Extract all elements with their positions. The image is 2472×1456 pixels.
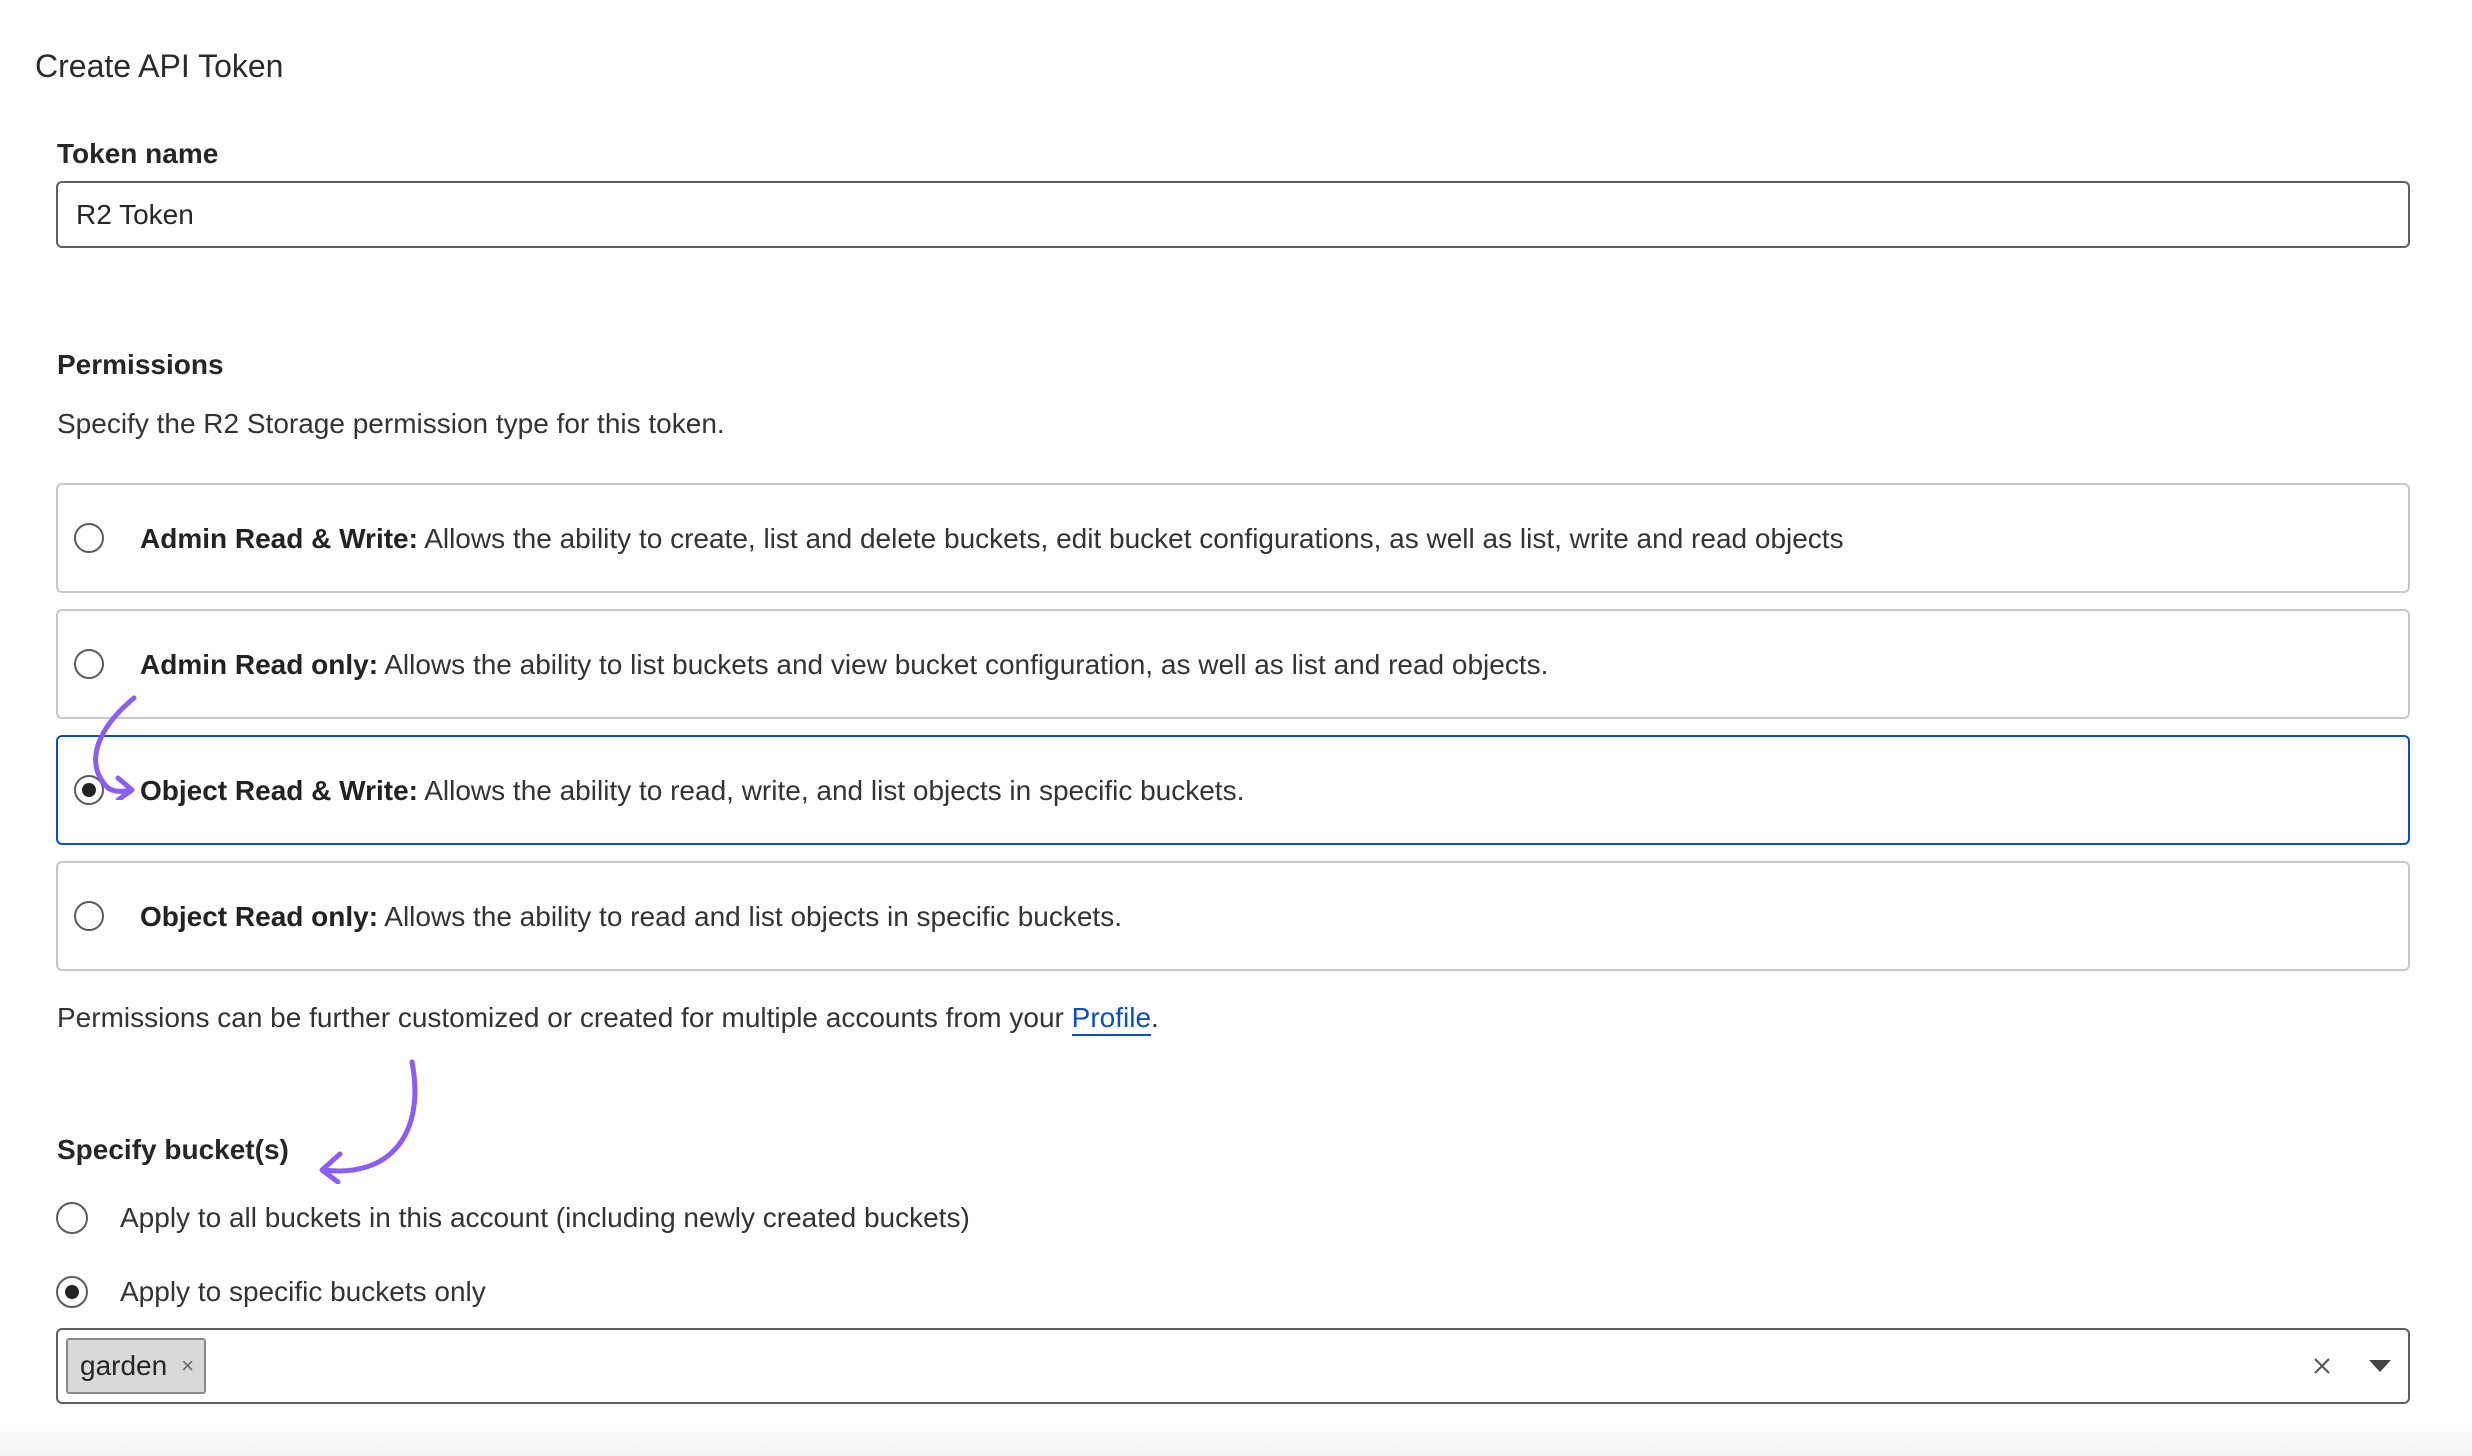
permission-option-title: Object Read & Write: — [140, 775, 418, 806]
permission-option-object-read-only[interactable] — [56, 861, 2410, 971]
permission-option-text — [140, 775, 1244, 807]
permission-option-text — [140, 649, 1548, 681]
token-name-input[interactable] — [56, 181, 2410, 248]
permission-option-admin-read-only[interactable] — [56, 609, 2410, 719]
close-icon[interactable] — [2310, 1354, 2334, 1378]
permission-option-text — [140, 901, 1122, 933]
permissions-footer — [57, 1002, 1159, 1034]
radio-specific-buckets[interactable] — [56, 1276, 88, 1308]
bucket-chip-label: garden — [80, 1350, 168, 1381]
permission-option-title: Admin Read & Write: — [140, 523, 418, 554]
radio-admin-read-write[interactable] — [74, 523, 104, 553]
permission-option-description: Allows the ability to read and list objects in specific buckets. — [384, 901, 1122, 932]
caret-down-icon[interactable] — [2368, 1358, 2392, 1374]
permission-option-description: Allows the ability to list buckets and view bucket configuration, as well as list and read objects. — [384, 649, 1549, 680]
bucket-multiselect[interactable] — [56, 1328, 2410, 1404]
bucket-option-label: Apply to all buckets in this account (including newly created buckets) — [120, 1202, 970, 1233]
permission-option-text — [140, 523, 1844, 555]
permissions-heading: Permissions — [57, 349, 224, 380]
permission-option-description: Allows the ability to read, write, and list objects in specific buckets. — [424, 775, 1245, 806]
permissions-description: Specify the R2 Storage permission type for this token. — [57, 408, 725, 439]
permissions-footer-end: . — [1151, 1002, 1159, 1033]
page-title: Create API Token — [35, 48, 284, 84]
permission-option-title: Object Read only: — [140, 901, 379, 932]
profile-link[interactable]: Profile — [1072, 1002, 1151, 1036]
token-name-label: Token name — [57, 138, 219, 169]
radio-all-buckets[interactable] — [56, 1202, 88, 1234]
chip-remove-icon[interactable]: × — [181, 1353, 195, 1378]
radio-object-read-write[interactable] — [74, 775, 104, 805]
permission-option-description: Allows the ability to create, list and delete buckets, edit bucket configurations, as well as list, write and read objects — [424, 523, 1844, 554]
permission-option-object-read-write[interactable] — [56, 735, 2410, 845]
permission-option-title: Admin Read only: — [140, 649, 379, 680]
permission-option-admin-read-write[interactable] — [56, 483, 2410, 593]
radio-object-read-only[interactable] — [74, 901, 104, 931]
curved-arrow-icon — [314, 1058, 424, 1184]
bucket-option-label: Apply to specific buckets only — [120, 1276, 486, 1307]
bucket-chip — [66, 1338, 206, 1394]
radio-admin-read-only[interactable] — [74, 649, 104, 679]
permissions-footer-text: Permissions can be further customized or created for multiple accounts from your — [57, 1002, 1064, 1033]
bottom-fade — [0, 1420, 2472, 1456]
specify-buckets-heading: Specify bucket(s) — [57, 1134, 289, 1165]
